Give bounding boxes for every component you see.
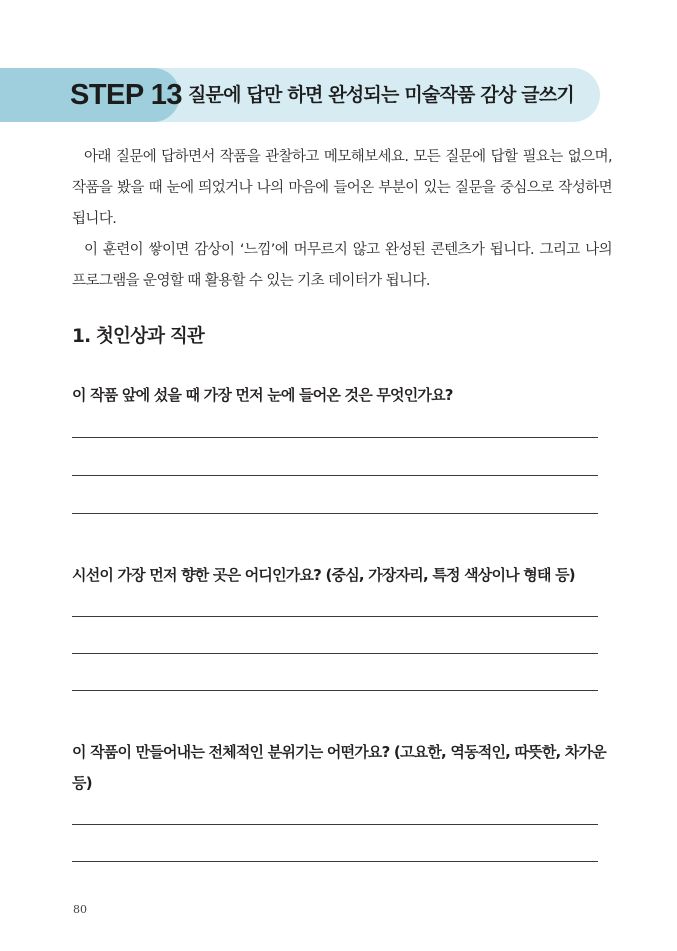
answer-line[interactable] (72, 690, 598, 691)
intro-paragraph-2: 이 훈련이 쌓이면 감상이 ‘느낌’에 머무르지 않고 완성된 콘텐츠가 됩니다. 그리고 나의 프로그램을 운영할 때 활용할 수 있는 기초 데이터가 됩니다. (72, 242, 612, 289)
answer-line[interactable] (72, 437, 598, 438)
answer-line[interactable] (72, 653, 598, 654)
intro-text (72, 142, 612, 297)
step-title: 질문에 답만 하면 완성되는 미술작품 감상 글쓰기 (188, 84, 574, 106)
page-number: 80 (73, 903, 87, 916)
intro-paragraph-1: 아래 질문에 답하면서 작품을 관찰하고 메모해보세요. 모든 질문에 답할 필요는 없으며, 작품을 봤을 때 눈에 띄었거나 나의 마음에 들어온 부분이 있는 질문을 중심으로 작성하면 됩니다. (72, 149, 612, 227)
answer-line[interactable] (72, 475, 598, 476)
answer-line[interactable] (72, 513, 598, 514)
answer-line[interactable] (72, 824, 598, 825)
answer-line[interactable] (72, 616, 598, 617)
step-label: STEP 13 (70, 79, 183, 111)
question-2: 시선이 가장 먼저 향한 곳은 어디인가요? (중심, 가장자리, 특정 색상이나 형태 등) (72, 566, 575, 584)
question-1: 이 작품 앞에 섰을 때 가장 먼저 눈에 들어온 것은 무엇인가요? (72, 386, 453, 404)
answer-line[interactable] (72, 861, 598, 862)
section-heading: 1. 첫인상과 직관 (72, 326, 205, 347)
question-3: 이 작품이 만들어내는 전체적인 분위기는 어떤가요? (고요한, 역동적인, 따뜻한, 차가운 등) (72, 743, 606, 792)
